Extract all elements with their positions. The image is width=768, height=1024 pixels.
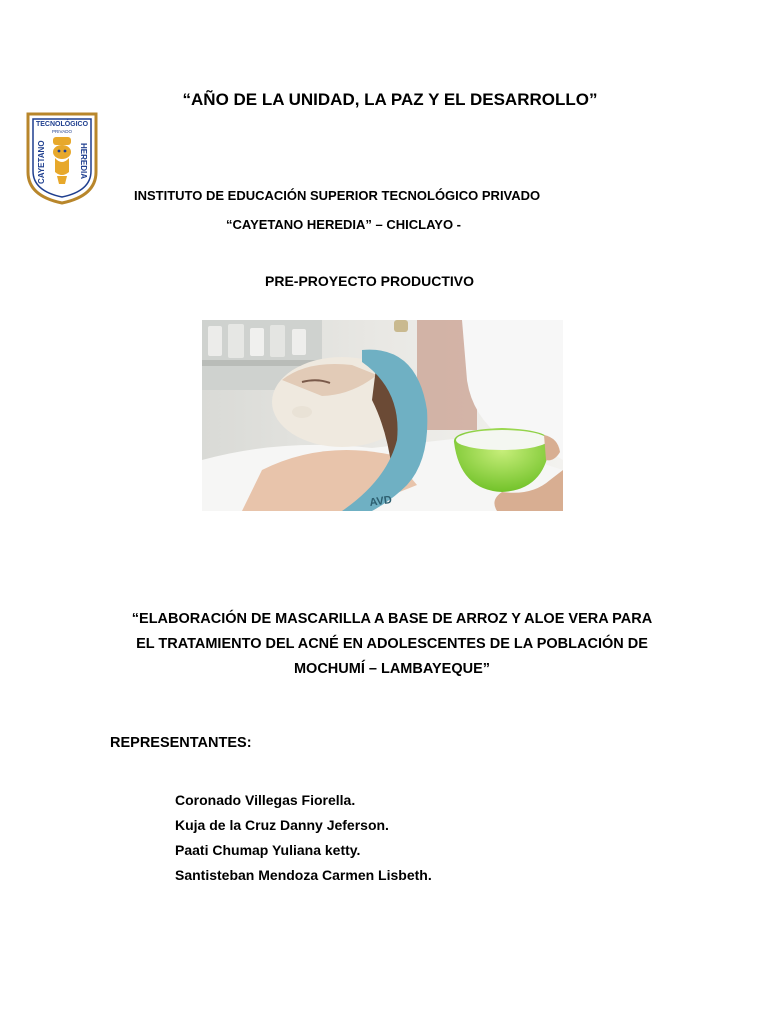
representative-name: Kuja de la Cruz Danny Jeferson.: [175, 817, 389, 833]
project-title-line: EL TRATAMIENTO DEL ACNÉ EN ADOLESCENTES DE LA POBLACIÓN DE: [136, 636, 648, 652]
cover-photo-facial-mask: [202, 320, 563, 511]
year-motto-heading: “AÑO DE LA UNIDAD, LA PAZ Y EL DESARROLLO”: [182, 90, 598, 109]
logo-right-text: HEREDIA: [79, 143, 88, 180]
institute-location: “CAYETANO HEREDIA” – CHICLAYO -: [226, 217, 461, 232]
logo-top-text: TECNOLÓGICO: [35, 121, 89, 128]
project-title-line: “ELABORACIÓN DE MASCARILLA A BASE DE ARROZ Y ALOE VERA PARA: [131, 611, 653, 627]
representative-name: Santisteban Mendoza Carmen Lisbeth.: [175, 867, 432, 883]
document-type: PRE-PROYECTO PRODUCTIVO: [265, 273, 474, 289]
institute-logo: [24, 110, 100, 206]
project-title: [104, 607, 680, 682]
institute-name: INSTITUTO DE EDUCACIÓN SUPERIOR TECNOLÓGICO PRIVADO: [134, 188, 541, 203]
representative-name: Coronado Villegas Fiorella.: [175, 792, 356, 808]
project-title-line: MOCHUMÍ – LAMBAYEQUE”: [293, 661, 491, 677]
logo-sub-text: PRIVADO: [52, 129, 72, 134]
representatives-list: [175, 788, 432, 888]
headband-text: AVD: [368, 493, 393, 509]
representative-name: Paati Chumap Yuliana ketty.: [175, 842, 361, 858]
representatives-label: REPRESENTANTES:: [110, 735, 252, 751]
logo-left-text: CAYETANO: [37, 140, 46, 184]
